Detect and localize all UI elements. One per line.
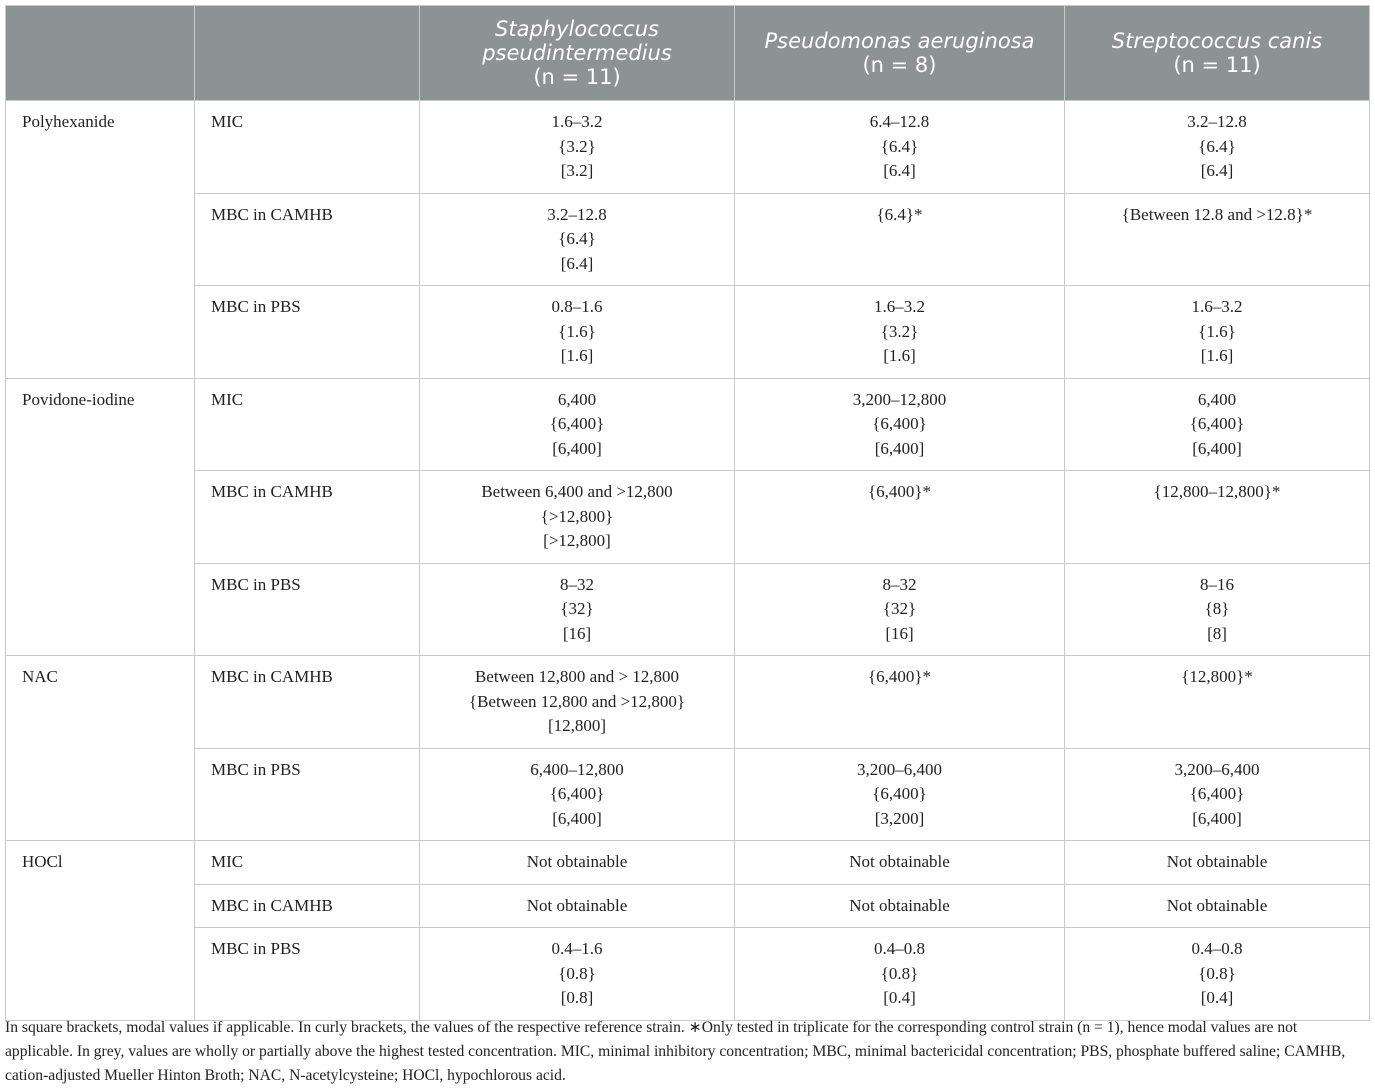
value-line: [0.4]	[883, 988, 916, 1007]
value-line: [12,800]	[547, 716, 607, 735]
value-cell	[1065, 286, 1370, 379]
header-cell-agent	[6, 6, 195, 101]
value-cell	[420, 928, 735, 1021]
value-cell	[1065, 101, 1370, 194]
value-line: 1.6–3.2	[874, 297, 925, 316]
value-line: {3.2}	[558, 136, 596, 156]
header-cell-p-aeruginosa	[735, 6, 1065, 101]
value-line: {6,400}*	[867, 667, 932, 686]
table-body	[6, 101, 1370, 1021]
value-line: {Between 12.8 and >12.8}*	[1121, 204, 1313, 224]
value-line: Not obtainable	[526, 852, 628, 871]
value-line: {32}	[882, 599, 917, 618]
value-line: {1.6}	[1198, 321, 1236, 341]
measure-cell: MBC in CAMHB	[195, 193, 420, 286]
value-cell	[420, 656, 735, 749]
value-line: {6,400}	[872, 414, 927, 433]
header-count: (n = 11)	[533, 65, 621, 89]
value-line: {6.4}	[880, 136, 919, 156]
value-cell	[420, 378, 735, 471]
value-line: [16]	[885, 623, 914, 643]
value-cell	[735, 193, 1065, 286]
value-line: 0.4–0.8	[1191, 939, 1243, 958]
results-table	[5, 5, 1370, 1021]
value-line: 8–32	[560, 574, 594, 594]
value-line: 8–16	[1200, 574, 1234, 594]
measure-cell: MIC	[195, 378, 420, 471]
value-cell	[1065, 656, 1370, 749]
table-row	[6, 563, 1370, 656]
agent-name-cell: Polyhexanide	[6, 101, 195, 379]
value-line: {6,400}	[1189, 414, 1245, 433]
measure-cell: MBC in PBS	[195, 286, 420, 379]
value-line: Between 6,400 and >12,800	[481, 482, 673, 501]
measure-cell: MBC in CAMHB	[195, 884, 420, 928]
value-line: 3.2–12.8	[547, 204, 607, 224]
value-cell	[420, 884, 735, 928]
value-line: Not obtainable	[1166, 852, 1268, 871]
value-cell	[1065, 471, 1370, 564]
value-cell	[735, 841, 1065, 885]
header-species: Streptococcus canis	[1111, 29, 1323, 53]
header-row	[6, 6, 1370, 101]
value-cell	[735, 656, 1065, 749]
value-line: [3.2]	[560, 161, 594, 180]
value-cell	[1065, 841, 1370, 885]
value-cell	[420, 471, 735, 564]
value-cell	[420, 841, 735, 885]
measure-cell: MIC	[195, 841, 420, 885]
value-cell	[1065, 378, 1370, 471]
table-row	[6, 286, 1370, 379]
value-line: {Between 12,800 and >12,800}	[468, 691, 686, 711]
results-table-container	[5, 5, 1369, 1021]
value-cell	[735, 884, 1065, 928]
header-count: (n = 11)	[1173, 53, 1261, 77]
value-line: 3,200–6,400	[857, 759, 942, 779]
value-line: [6,400]	[874, 438, 925, 458]
value-line: 6,400	[1197, 389, 1237, 409]
table-row	[6, 193, 1370, 286]
value-cell	[735, 101, 1065, 194]
value-line: [6.4]	[1200, 161, 1234, 180]
value-line: [0.8]	[560, 988, 594, 1007]
value-cell	[420, 563, 735, 656]
value-line: {6,400}	[872, 784, 927, 803]
value-line: Not obtainable	[849, 852, 950, 871]
table-row	[6, 748, 1370, 841]
value-line: [>12,800]	[543, 531, 611, 550]
agent-name-cell: NAC	[6, 656, 195, 841]
header-species: Staphylococcus pseudintermedius	[482, 17, 672, 65]
value-line: {6,400}	[549, 784, 605, 803]
value-line: 3,200–12,800	[852, 389, 947, 409]
value-cell	[420, 193, 735, 286]
table-row	[6, 884, 1370, 928]
agent-name-cell: Povidone-iodine	[6, 378, 195, 656]
value-line: {6,400}	[1189, 784, 1245, 803]
value-line: Not obtainable	[849, 895, 950, 915]
value-line: [6,400]	[1192, 438, 1242, 458]
value-line: {12,800–12,800}*	[1153, 482, 1281, 501]
table-row	[6, 841, 1370, 885]
header-cell-s-canis	[1065, 6, 1370, 101]
value-line: {1.6}	[558, 321, 596, 341]
value-line: 8–32	[882, 574, 917, 594]
value-line: [6.4]	[883, 161, 916, 180]
value-line: [1.6]	[1200, 346, 1234, 365]
header-cell-measure	[195, 6, 420, 101]
value-line: {0.8}	[558, 963, 596, 983]
value-line: 3.2–12.8	[1187, 112, 1247, 131]
measure-cell: MBC in PBS	[195, 563, 420, 656]
value-line: {32}	[560, 599, 594, 618]
value-line: {8}	[1204, 599, 1230, 618]
value-cell	[735, 928, 1065, 1021]
value-cell	[735, 286, 1065, 379]
value-line: 6,400	[557, 389, 597, 409]
value-line: {0.8}	[1198, 963, 1236, 983]
value-line: 3,200–6,400	[1174, 759, 1260, 779]
value-cell	[1065, 928, 1370, 1021]
value-line: {6,400}*	[867, 482, 932, 501]
value-line: {6.4}	[1198, 136, 1236, 156]
value-line: 1.6–3.2	[551, 112, 603, 131]
value-line: [1.6]	[560, 346, 594, 365]
value-line: [3,200]	[874, 808, 925, 828]
value-line: {3.2}	[880, 321, 919, 341]
value-cell	[420, 286, 735, 379]
value-line: 0.4–1.6	[551, 939, 603, 958]
measure-cell: MIC	[195, 101, 420, 194]
measure-cell: MBC in PBS	[195, 928, 420, 1021]
value-line: 0.4–0.8	[874, 939, 925, 958]
value-line: 1.6–3.2	[1191, 297, 1243, 316]
value-cell	[1065, 193, 1370, 286]
value-line: [16]	[562, 623, 592, 643]
value-line: {0.8}	[880, 963, 919, 983]
value-cell	[735, 748, 1065, 841]
table-footnote: In square brackets, modal values if applicable. In curly brackets, the values of the respective reference strain. ∗Only tested in triplicate for the corresponding control strain (n = 1), hence modal values are not applicable. In grey, values are wholly or partially above the highest tested concentration. MIC, minimal inhibitory concentration; MBC, minimal bactericidal concentration; PBS, phosphate buffered saline; CAMHB, cation-adjusted Mueller Hinton Broth; NAC, N-acetylcysteine; HOCl, hypochlorous acid.	[5, 1019, 1346, 1084]
value-line: [8]	[1207, 623, 1227, 643]
value-cell	[420, 748, 735, 841]
value-line: {6.4}	[558, 229, 596, 248]
value-line: {6.4}*	[876, 204, 923, 224]
measure-cell: MBC in CAMHB	[195, 656, 420, 749]
value-line: [6,400]	[552, 808, 602, 828]
measure-cell: MBC in CAMHB	[195, 471, 420, 564]
measure-cell: MBC in PBS	[195, 748, 420, 841]
value-cell	[735, 563, 1065, 656]
value-line: 6.4–12.8	[869, 112, 930, 131]
value-line: {>12,800}	[540, 506, 614, 526]
header-count: (n = 8)	[862, 53, 937, 77]
value-line: Not obtainable	[526, 895, 628, 915]
value-line: [6,400]	[1192, 808, 1242, 828]
header-cell-s-pseudintermedius	[420, 6, 735, 101]
value-cell	[1065, 748, 1370, 841]
table-row	[6, 378, 1370, 471]
table-row	[6, 656, 1370, 749]
value-line: Not obtainable	[1166, 895, 1268, 915]
value-line: 0.8–1.6	[551, 297, 603, 316]
agent-name-cell: HOCl	[6, 841, 195, 1021]
value-cell	[735, 378, 1065, 471]
value-cell	[420, 101, 735, 194]
value-line: {12,800}*	[1181, 667, 1253, 686]
header-species: Pseudomonas aeruginosa	[764, 29, 1035, 53]
value-cell	[735, 471, 1065, 564]
table-row	[6, 928, 1370, 1021]
value-line: {6,400}	[549, 414, 605, 433]
value-cell	[1065, 563, 1370, 656]
value-line: [6.4]	[560, 253, 594, 273]
table-row	[6, 101, 1370, 194]
table-row	[6, 471, 1370, 564]
value-line: [6,400]	[552, 438, 602, 458]
value-line: [0.4]	[1200, 988, 1234, 1007]
value-line: Between 12,800 and > 12,800	[474, 667, 680, 686]
value-cell	[1065, 884, 1370, 928]
value-line: 6,400–12,800	[530, 759, 624, 779]
value-line: [1.6]	[883, 346, 916, 365]
